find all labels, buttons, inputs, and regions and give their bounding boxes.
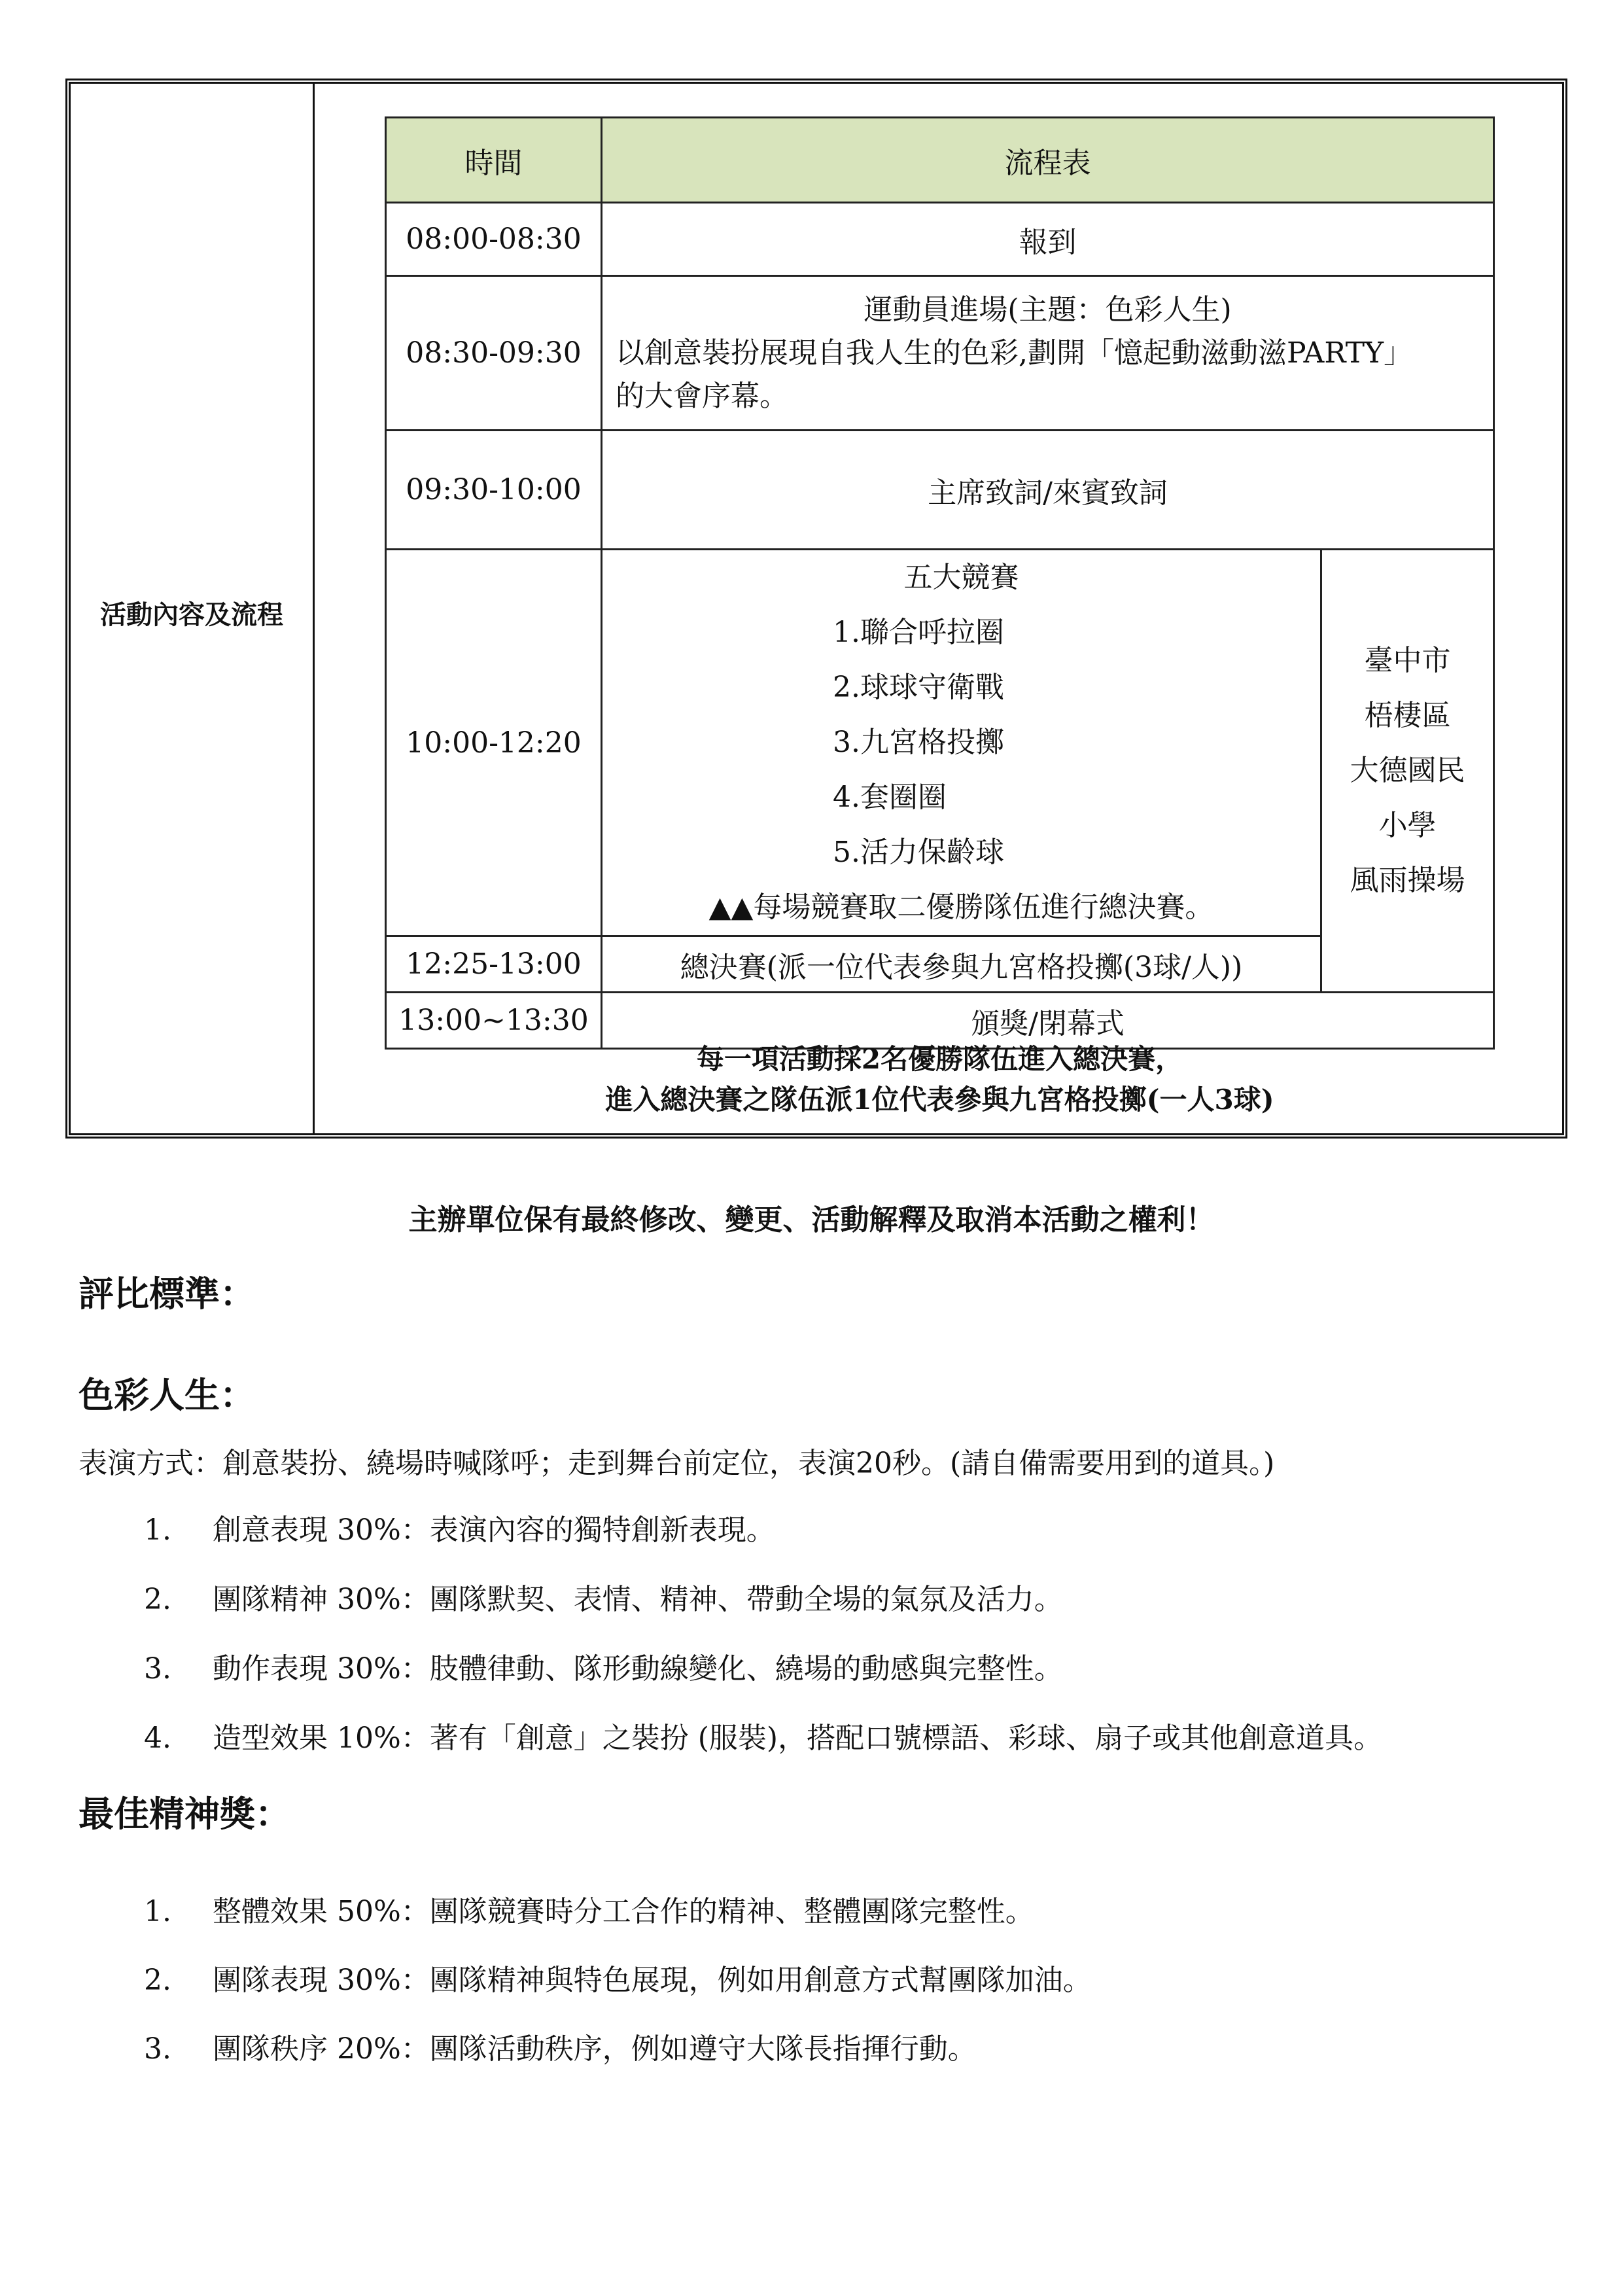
event-item: 2.球球守衛戰 <box>833 671 1004 704</box>
final-note <box>385 1039 1495 1120</box>
list-number: 3. <box>144 1652 171 1686</box>
row-content <box>602 276 1494 431</box>
event-item: 3.九宮格投擲 <box>833 726 1004 759</box>
event-item: 1.聯合呼拉圈 <box>833 616 1004 649</box>
content-line: 運動員進場(主題：色彩人生) <box>864 292 1232 327</box>
list-number: 4. <box>144 1722 171 1755</box>
note-line: 每一項活動採2名優勝隊伍進入總決賽， <box>696 1043 1183 1075</box>
list-text: 團隊秩序 20%：團隊活動秩序，例如遵守大隊長指揮行動。 <box>213 2032 977 2066</box>
row-content: 報到 <box>602 203 1494 276</box>
list-number: 2. <box>144 1964 171 1997</box>
event-item: 5.活力保齡球 <box>833 836 1004 869</box>
list-item <box>144 1714 1382 1756</box>
list-number: 1. <box>144 1513 171 1547</box>
disclaimer: 主辦單位保有最終修改、變更、活動解釋及取消本活動之權利！ <box>408 1203 1215 1237</box>
section-label: 活動內容及流程 <box>100 600 283 630</box>
event-item: 4.套圈圈 <box>833 781 947 814</box>
note-line: 進入總決賽之隊伍派1位代表參與九宮格投擲(一人3球) <box>605 1084 1274 1116</box>
venue-line: 臺中市 <box>1364 644 1451 677</box>
events-footer: ▲▲每場競賽取二優勝隊伍進行總決賽。 <box>708 891 1214 924</box>
venue-cell <box>1321 550 1494 993</box>
row-content: 總決賽(派一位代表參與九宮格投擲(3球/人)) <box>602 936 1321 993</box>
schedule-table <box>385 116 1495 1050</box>
color-life-heading: 色彩人生： <box>79 1375 255 1416</box>
list-text: 創意表現 30%：表演內容的獨特創新表現。 <box>213 1513 775 1547</box>
header-time: 時間 <box>386 118 602 203</box>
row-time: 08:30-09:30 <box>386 276 602 431</box>
events-cell <box>602 550 1321 936</box>
list-item <box>144 1576 1063 1617</box>
list-text: 團隊表現 30%：團隊精神與特色展現，例如用創意方式幫團隊加油。 <box>213 1964 1092 1997</box>
color-life-intro: 表演方式：創意裝扮、繞場時喊隊呼；走到舞台前定位，表演20秒。(請自備需要用到的道具。) <box>79 1447 1275 1480</box>
list-item <box>144 1506 775 1548</box>
list-text: 團隊精神 30%：團隊默契、表情、精神、帶動全場的氣氛及活力。 <box>213 1583 1063 1616</box>
list-number: 3. <box>144 2032 171 2066</box>
list-item <box>144 1888 1034 1930</box>
table-header-row <box>386 118 1494 203</box>
table-row <box>386 550 1494 936</box>
column-divider <box>313 84 315 1133</box>
criteria-heading: 評比標準： <box>79 1273 255 1315</box>
schedule-frame <box>65 79 1567 1139</box>
list-item <box>144 1956 1092 1998</box>
best-spirit-heading: 最佳精神獎： <box>79 1793 290 1835</box>
row-time: 10:00-12:20 <box>386 550 602 936</box>
list-item <box>144 1645 1063 1687</box>
list-text: 動作表現 30%：肢體律動、隊形動線變化、繞場的動感與完整性。 <box>213 1652 1063 1686</box>
table-row <box>386 203 1494 276</box>
row-time: 08:00-08:30 <box>386 203 602 276</box>
row-content: 主席致詞/來賓致詞 <box>602 431 1494 550</box>
list-item <box>144 2025 977 2067</box>
events-title: 五大競賽 <box>903 561 1019 594</box>
list-text: 整體效果 50%：團隊競賽時分工合作的精神、整體團隊完整性。 <box>213 1895 1034 1928</box>
venue-line: 小學 <box>1378 809 1437 842</box>
list-text: 造型效果 10%：著有「創意」之裝扮 (服裝)，搭配口號標語、彩球、扇子或其他創意道具。 <box>213 1722 1383 1755</box>
venue-line: 大德國民 <box>1350 754 1465 787</box>
header-flow: 流程表 <box>602 118 1494 203</box>
table-row <box>386 276 1494 431</box>
row-time: 12:25-13:00 <box>386 936 602 993</box>
list-number: 1. <box>144 1895 171 1928</box>
content-line: 以創意裝扮展現自我人生的色彩,劃開「憶起動滋動滋PARTY」 <box>616 336 1413 370</box>
table-row <box>386 431 1494 550</box>
list-number: 2. <box>144 1583 171 1616</box>
venue-line: 梧棲區 <box>1364 699 1451 732</box>
row-time: 09:30-10:00 <box>386 431 602 550</box>
content-line: 的大會序幕。 <box>616 379 788 413</box>
venue-line: 風雨操場 <box>1350 864 1465 897</box>
row-content: 頒獎/閉幕式 <box>602 993 1494 1049</box>
row-time: 13:00~13:30 <box>386 993 602 1049</box>
